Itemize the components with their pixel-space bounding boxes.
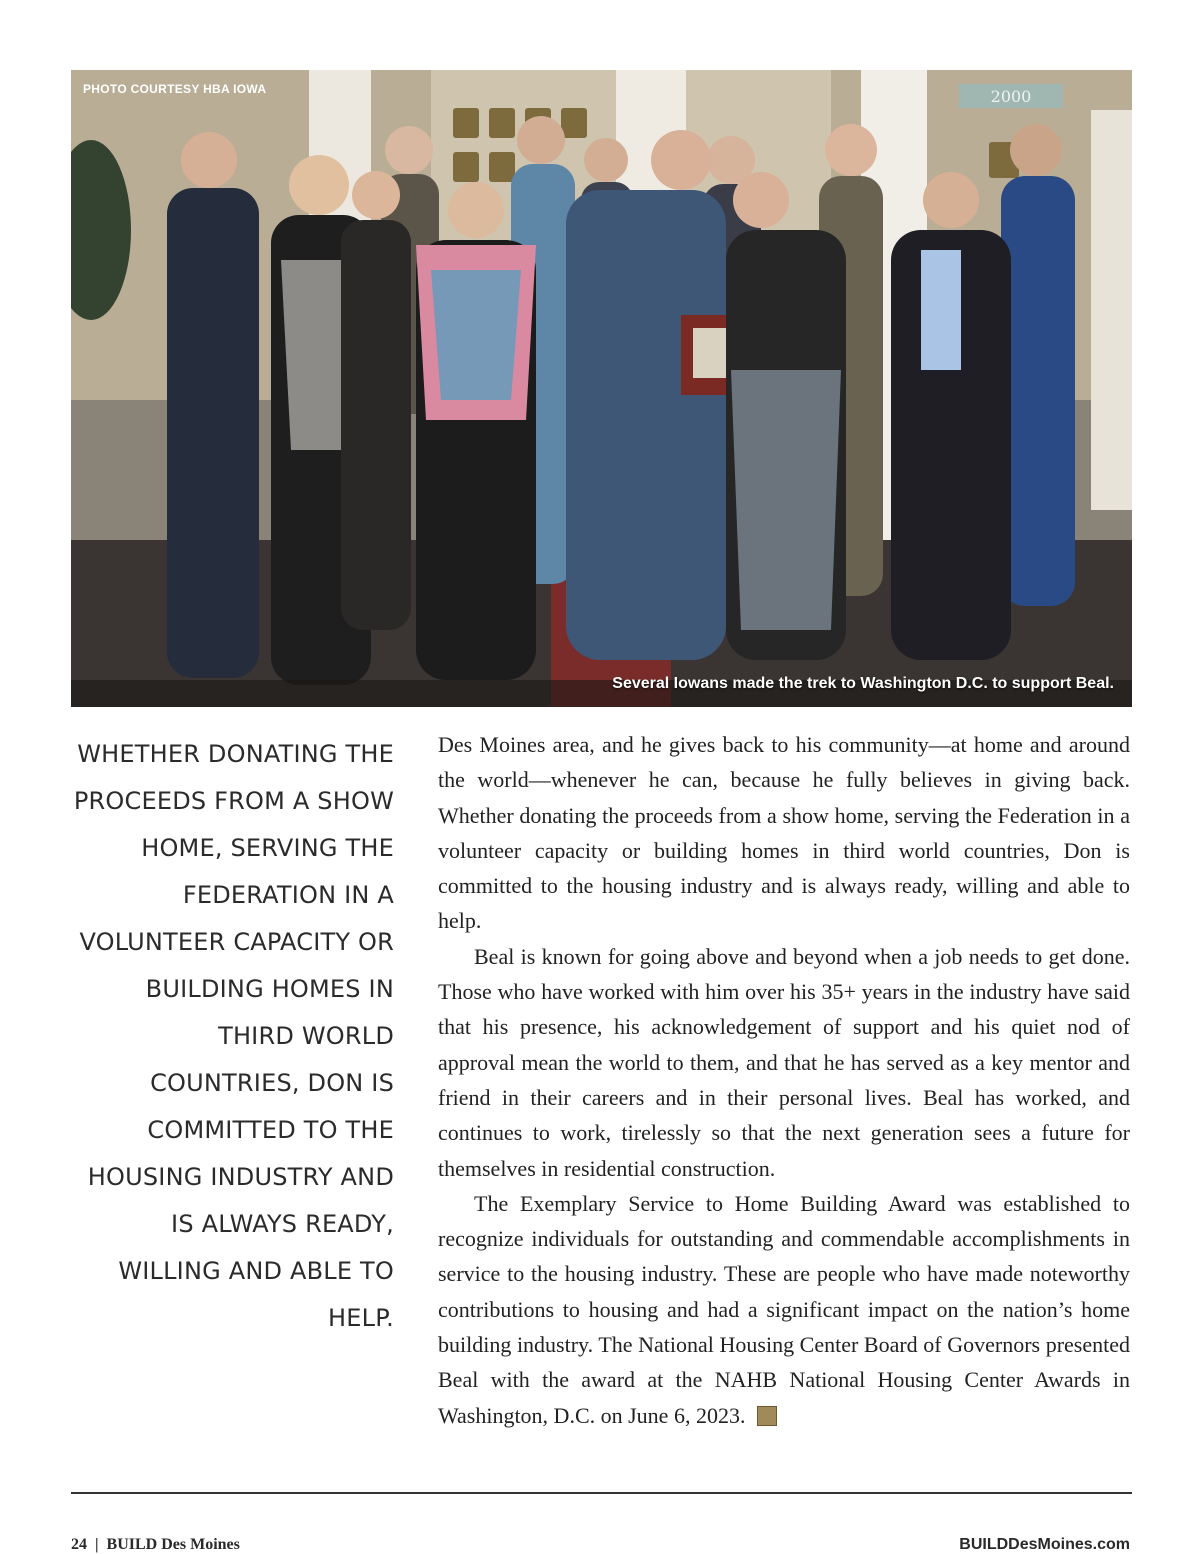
website-link[interactable]: BUILDDesMoines.com (959, 1536, 1130, 1553)
folio-separator: | (95, 1536, 99, 1553)
photo-credit: PHOTO COURTESY HBA IOWA (83, 82, 267, 96)
article-paragraph: Beal is known for going above and beyond when a job needs to get done. Those who have worked with him over his 35+ years in the industry have said that his presence, his acknowledgement of support and his quiet nod of approval mean the world to them, and that he has served as a key mentor and friend in their careers and in their personal lives. Beal has worked, and continues to work, tirelessly so that the next generation sees a future for themselves in residential construction. (438, 943, 1130, 1181)
article-body (438, 727, 1130, 1433)
footer-folio (71, 1536, 240, 1554)
footer-divider (71, 1492, 1132, 1494)
photo-caption: Several Iowans made the trek to Washington D.C. to support Beal. (612, 675, 1114, 692)
wall-sign-text: 2000 (990, 87, 1032, 106)
pull-quote: WHETHER DONATING THE PROCEEDS FROM A SHOW HOME, SERVING THE FEDERATION IN A VOLUNTEER CAPACITY OR BUILDING HOMES IN THIRD WORLD COUNTRIES, DON IS COMMITTED TO THE HOUSING INDUSTRY AND IS ALWAYS READY, WILLING AND ABLE TO HELP. (73, 740, 394, 1332)
article-paragraph: Des Moines area, and he gives back to his community—at home and around the world—whenever he can, because he fully believes in giving back. Whether donating the proceeds from a show home, serving the Federation in a volunteer capacity or building homes in third world countries, Don is committed to the housing industry and is always ready, willing and able to help. (438, 732, 1130, 934)
article-paragraph-text: The Exemplary Service to Home Building Award was established to recognize individuals for outstanding and commendable accomplishments in service to the housing industry. These are people who have made noteworthy contributions to housing and had a significant impact on the nation’s home building industry. The National Housing Center Board of Governors presented Beal with the award at the NAHB National Housing Center Awards in Washington, D.C. on June 6, 2023. (438, 1190, 1130, 1428)
article-paragraph (438, 1186, 1130, 1433)
group-photo-illustration (71, 70, 1132, 707)
group-photo (71, 70, 1132, 707)
page-number: 24 (71, 1536, 87, 1553)
end-of-article-icon: B (757, 1406, 777, 1426)
publication-name: BUILD Des Moines (106, 1536, 240, 1553)
